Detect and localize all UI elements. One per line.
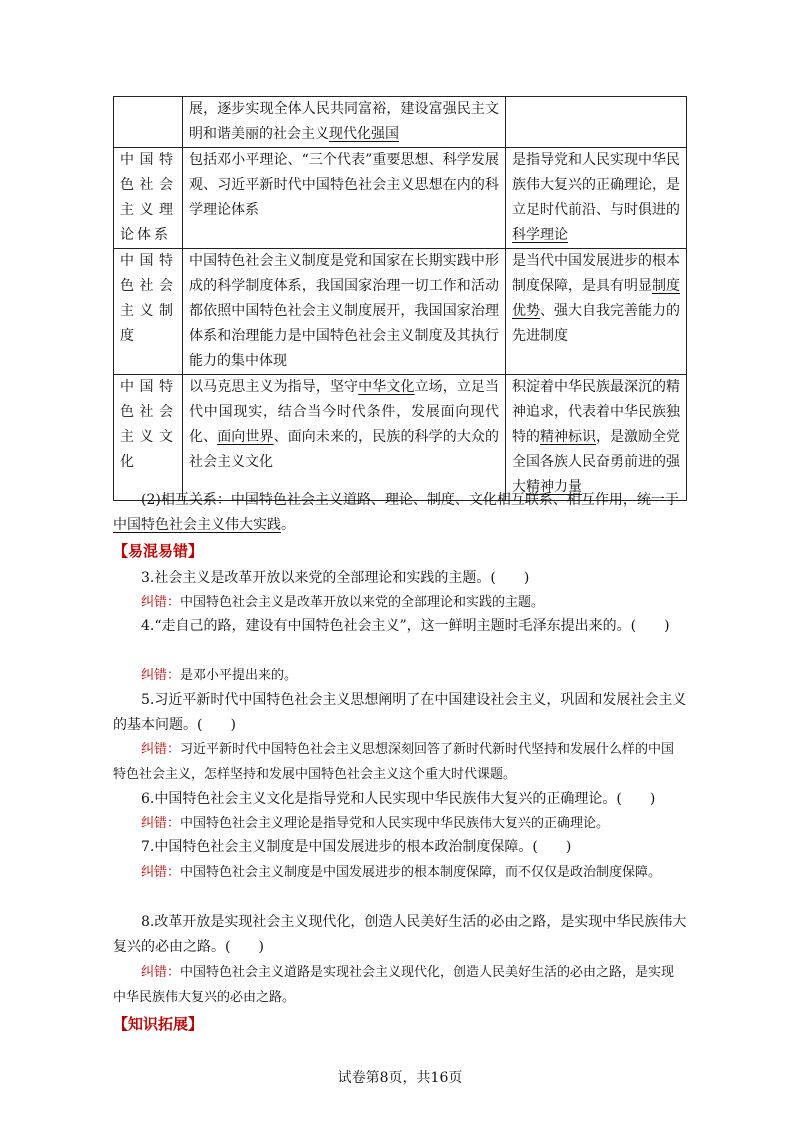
table-cell-name xyxy=(114,97,183,148)
correction-item: 纠错：中国特色社会主义理论是指导党和人民实现中华民族伟大复兴的正确理论。 xyxy=(141,816,610,831)
question-item: 7.中国特色社会主义制度是中国发展进步的根本政治制度保障。( ) xyxy=(141,839,572,855)
section-title-knowledge-extension: 【知识拓展】 xyxy=(113,1015,204,1033)
page-footer: 试卷第8页，共16页 xyxy=(337,1070,463,1086)
knowledge-table xyxy=(113,96,687,501)
question-item: 4.“走自己的路，建设有中国特色社会主义”，这一鲜明主题时毛泽东提出来的。( ) xyxy=(141,618,670,634)
question-item: 3.社会主义是改革开放以来党的全部理论和实践的主题。( ) xyxy=(141,570,530,586)
table-cell-name: 中国特色社会主义制度 xyxy=(114,249,183,375)
table-cell-name: 中国特色社会主义文化 xyxy=(114,375,183,501)
relation-paragraph: (2)相互关系：中国特色社会主义道路、理论、制度、文化相互联系、相互作用，统一于中国特色社会主义伟大实践。 xyxy=(113,492,679,533)
table-cell-content: 包括邓小平理论、“三个代表”重要思想、科学发展观、习近平新时代中国特色社会主义思想在内的科学理论体系 xyxy=(183,148,506,249)
table-row xyxy=(114,97,687,148)
table-cell-status: 是指导党和人民实现中华民族伟大复兴的正确理论，是立足时代前沿、与时俱进的科学理论 xyxy=(506,148,687,249)
table-cell-content: 以马克思主义为指导，坚守中华文化立场，立足当代中国现实，结合当今时代条件，发展面向现代化、面向世界、面向未来的，民族的科学的大众的社会主义文化 xyxy=(183,375,506,501)
correction-item: 纠错：中国特色社会主义是改革开放以来党的全部理论和实践的主题。 xyxy=(141,595,545,610)
table-row xyxy=(114,148,687,249)
correction-item: 纠错：是邓小平提出来的。 xyxy=(141,668,298,683)
table-cell-name: 中国特色社会主义理论体系 xyxy=(114,148,183,249)
table-cell-content: 展，逐步实现全体人民共同富裕，建设富强民主文明和谐美丽的社会主义现代化强国 xyxy=(183,97,506,148)
question-item: 6.中国特色社会主义文化是指导党和人民实现中华民族伟大复兴的正确理论。( ) xyxy=(141,791,656,807)
correction-item: 纠错：习近平新时代中国特色社会主义思想深刻回答了新时代新时代坚持和发展什么样的中国特色社会主义，怎样坚持和发展中国特色社会主义这个重大时代课题。 xyxy=(113,742,675,782)
question-item: 5.习近平新时代中国特色社会主义思想阐明了在中国建设社会主义，巩固和发展社会主义的基本问题。( ) xyxy=(113,692,687,733)
correction-item: 纠错：中国特色社会主义道路是实现社会主义现代化，创造人民美好生活的必由之路，是实现中华民族伟大复兴的必由之路。 xyxy=(113,965,675,1005)
section-title-easy-mistakes: 【易混易错】 xyxy=(113,542,204,560)
table-cell-status xyxy=(506,97,687,148)
table-row xyxy=(114,375,687,501)
table-cell-content: 中国特色社会主义制度是党和国家在长期实践中形成的科学制度体系，我国国家治理一切工作和活动都依照中国特色社会主义制度展开，我国国家治理体系和治理能力是中国特色社会主义制度及其执行能力的集中体现 xyxy=(183,249,506,375)
table-cell-status: 是当代中国发展进步的根本制度保障，是具有明显制度优势、强大自我完善能力的先进制度 xyxy=(506,249,687,375)
table-cell-status: 积淀着中华民族最深沉的精神追求，代表着中华民族独特的精神标识，是激励全党全国各族人民奋勇前进的强大精神力量 xyxy=(506,375,687,501)
question-item: 8.改革开放是实现社会主义现代化，创造人民美好生活的必由之路，是实现中华民族伟大复兴的必由之路。( ) xyxy=(113,914,687,955)
correction-item: 纠错：中国特色社会主义制度是中国发展进步的根本制度保障，而不仅仅是政治制度保障。 xyxy=(141,865,662,880)
table-row xyxy=(114,249,687,375)
